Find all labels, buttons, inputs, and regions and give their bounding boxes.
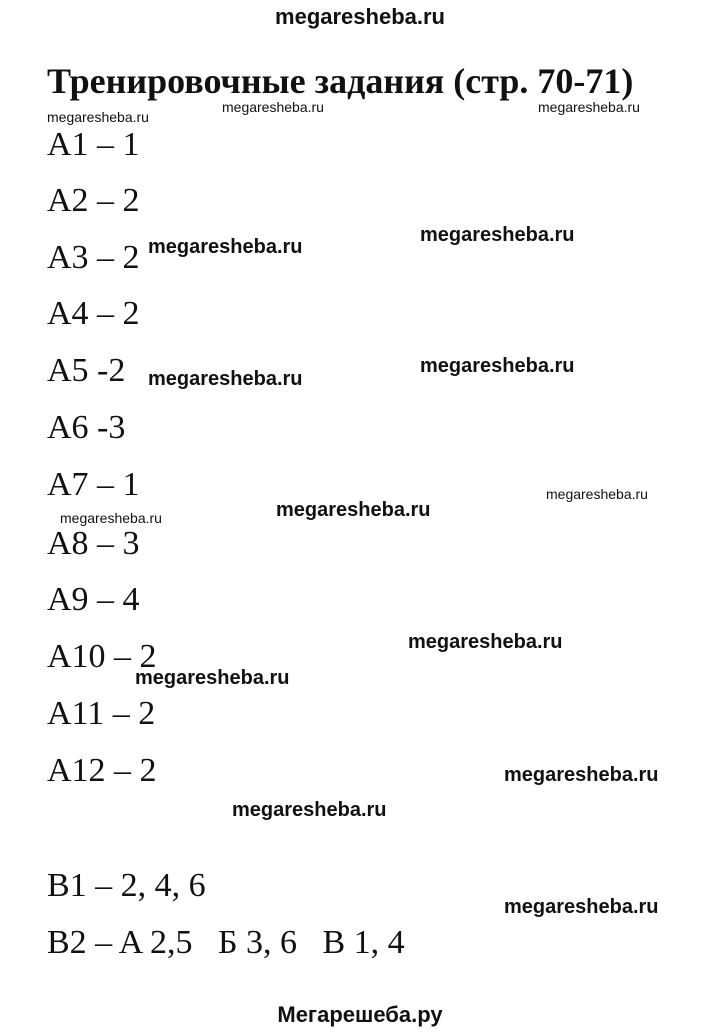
answer-a1: A1 – 1 — [47, 126, 140, 163]
answer-a5: A5 -2 — [47, 352, 126, 389]
watermark: megaresheba.ru — [148, 236, 303, 258]
answer-a8: A8 – 3 — [47, 525, 140, 562]
watermark: megaresheba.ru — [222, 99, 324, 115]
answer-a11: A11 – 2 — [47, 695, 156, 732]
watermark: megaresheba.ru — [504, 764, 659, 786]
answer-a10: A10 – 2 — [47, 638, 157, 675]
watermark: megaresheba.ru — [232, 799, 387, 821]
watermark: megaresheba.ru — [546, 486, 648, 502]
answer-a9: A9 – 4 — [47, 581, 140, 618]
watermark: megaresheba.ru — [47, 109, 149, 125]
answer-a12: A12 – 2 — [47, 752, 157, 789]
watermark: megaresheba.ru — [420, 224, 575, 246]
watermark: megaresheba.ru — [135, 667, 290, 689]
answer-a6: A6 -3 — [47, 409, 126, 446]
answer-b2: B2 – A 2,5 Б 3, 6 В 1, 4 — [47, 924, 405, 961]
watermark: megaresheba.ru — [276, 499, 431, 521]
site-header: megaresheba.ru — [275, 4, 445, 29]
answer-a7: A7 – 1 — [47, 466, 140, 503]
answer-a4: A4 – 2 — [47, 295, 140, 332]
answer-a3: A3 – 2 — [47, 239, 140, 276]
answer-b1: B1 – 2, 4, 6 — [47, 867, 206, 904]
watermark: megaresheba.ru — [60, 510, 162, 526]
page-title: Тренировочные задания (стр. 70-71) — [47, 61, 634, 101]
answer-a2: A2 – 2 — [47, 182, 140, 219]
site-footer: Мегарешеба.ру — [277, 1002, 443, 1027]
watermark: megaresheba.ru — [538, 99, 640, 115]
watermark: megaresheba.ru — [420, 355, 575, 377]
watermark: megaresheba.ru — [504, 896, 659, 918]
watermark: megaresheba.ru — [408, 631, 563, 653]
watermark: megaresheba.ru — [148, 368, 303, 390]
